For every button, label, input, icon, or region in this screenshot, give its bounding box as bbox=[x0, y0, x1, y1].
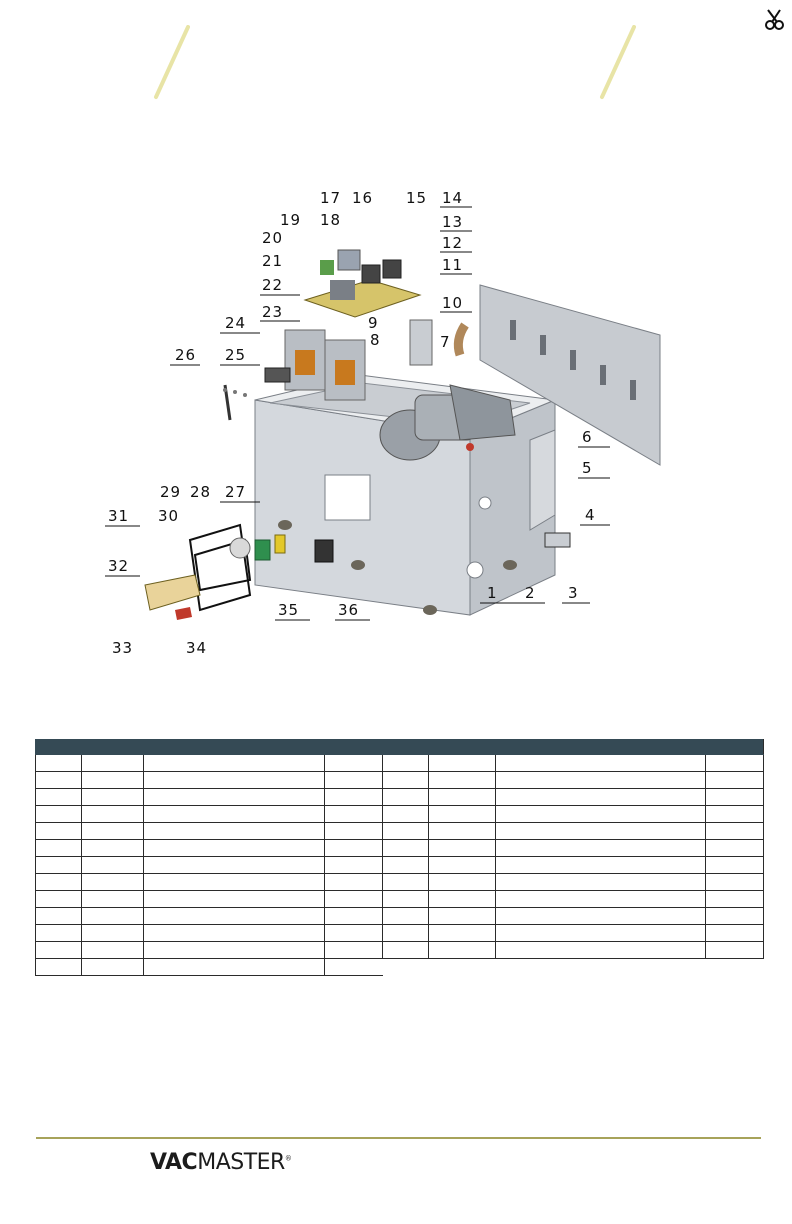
callout-label: 9 bbox=[368, 314, 379, 332]
callout-label: 2 bbox=[525, 584, 536, 602]
transformers bbox=[285, 330, 365, 400]
table-row bbox=[36, 891, 764, 908]
table-row bbox=[36, 840, 764, 857]
callout-label: 26 bbox=[175, 346, 197, 364]
table-row bbox=[36, 874, 764, 891]
table-row bbox=[36, 908, 764, 925]
callout-label: 6 bbox=[582, 428, 593, 446]
callout-label: 31 bbox=[108, 507, 130, 525]
callout-label: 25 bbox=[225, 346, 247, 364]
footer-rule bbox=[36, 1137, 761, 1139]
callout-label: 13 bbox=[442, 213, 464, 231]
table-row bbox=[36, 823, 764, 840]
table-row bbox=[36, 857, 764, 874]
guide-mark-left bbox=[150, 25, 190, 105]
callout-label: 7 bbox=[440, 333, 451, 351]
callout-label: 33 bbox=[112, 639, 134, 655]
parts-table bbox=[35, 739, 764, 976]
callout-label: 23 bbox=[262, 303, 284, 321]
callout-label: 8 bbox=[370, 331, 381, 349]
callout-label: 20 bbox=[262, 229, 284, 247]
callout-label: 36 bbox=[338, 601, 360, 619]
exploded-parts-diagram bbox=[100, 185, 710, 655]
guide-mark-right bbox=[596, 25, 636, 105]
table-row bbox=[36, 959, 764, 976]
callout-label: 17 bbox=[320, 189, 342, 207]
logo-vac: VAC bbox=[150, 1150, 198, 1175]
scissors-icon bbox=[762, 8, 786, 32]
vacmaster-logo bbox=[150, 1150, 291, 1175]
table-row bbox=[36, 942, 764, 959]
table-row bbox=[36, 772, 764, 789]
callout-label: 24 bbox=[225, 314, 247, 332]
callout-label: 1 bbox=[487, 584, 498, 602]
callout-label: 5 bbox=[582, 459, 593, 477]
table-row bbox=[36, 925, 764, 942]
callout-label: 10 bbox=[442, 294, 464, 312]
circuit-board bbox=[305, 250, 420, 317]
callout-label: 19 bbox=[280, 211, 302, 229]
table-header-row bbox=[36, 739, 764, 755]
callout-label: 16 bbox=[352, 189, 374, 207]
callout-label: 12 bbox=[442, 234, 464, 252]
callout-label: 11 bbox=[442, 256, 464, 274]
callout-label: 21 bbox=[262, 252, 284, 270]
callout-label: 28 bbox=[190, 483, 212, 501]
logo-trademark: ® bbox=[284, 1154, 292, 1163]
callout-label: 22 bbox=[262, 276, 284, 294]
callout-label: 15 bbox=[406, 189, 428, 207]
table-row bbox=[36, 789, 764, 806]
callout-label: 32 bbox=[108, 557, 130, 575]
callout-label: 30 bbox=[158, 507, 180, 525]
callout-label: 34 bbox=[186, 639, 208, 655]
table-row bbox=[36, 755, 764, 772]
callout-label: 29 bbox=[160, 483, 182, 501]
logo-master: MASTER bbox=[197, 1150, 285, 1175]
table-row bbox=[36, 806, 764, 823]
callout-label: 18 bbox=[320, 211, 342, 229]
callout-label: 35 bbox=[278, 601, 300, 619]
callout-label: 27 bbox=[225, 483, 247, 501]
callout-label: 14 bbox=[442, 189, 464, 207]
callout-label: 3 bbox=[568, 584, 579, 602]
callout-label: 4 bbox=[585, 506, 596, 524]
